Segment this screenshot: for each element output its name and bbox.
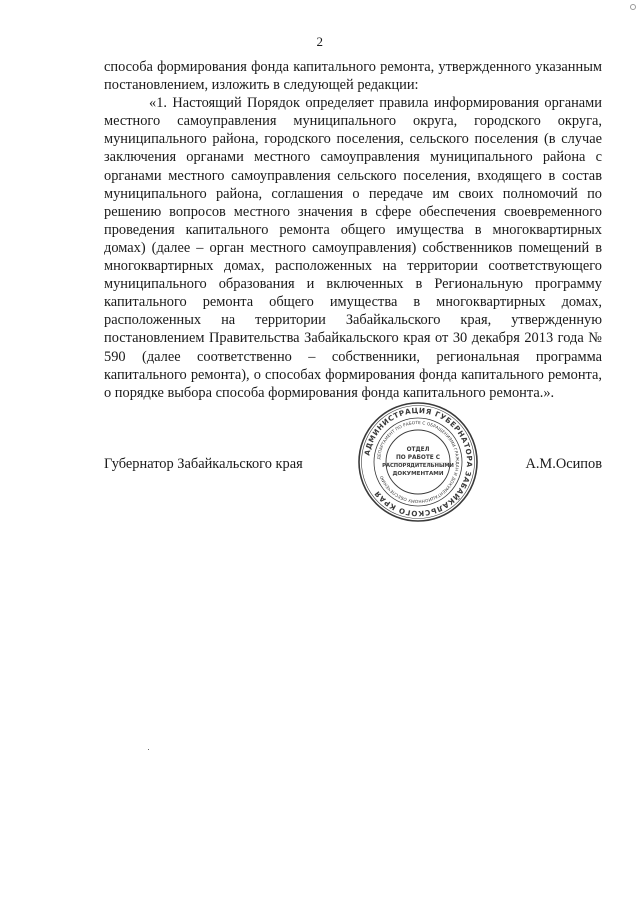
signature-block [0, 456, 640, 476]
svg-text:ПО РАБОТЕ С: ПО РАБОТЕ С [395, 455, 441, 461]
scan-corner-mark [630, 4, 636, 10]
svg-text:РАСПОРЯДИТЕЛЬНЫМИ: РАСПОРЯДИТЕЛЬНЫМИ [382, 463, 454, 469]
document-body [104, 58, 602, 402]
paragraph-continuation: способа формирования фонда капитального ремонта, утвержденного указанным постановлением, изложить в следующей редакции: [104, 59, 602, 94]
paragraph-amendment: «1. Настоящий Порядок определяет правила информирования органами местного самоуправления муниципального округа, городского округа, муниципального района, городского поселения, сельского поселения (в случае заключения органами местного самоуправления муниципального района с органами местного самоуправления сельского поселения, входящего в состав муниципального района, соглашения о передаче им своих полномочий по решению вопросов местного значения в сфере обеспечения своевременного проведения капитального ремонта общего имущества в многоквартирных домах) (далее – орган местного самоуправления) собственников помещений в многоквартирных домах, расположенных на территории соответствующего муниципального образования и включенных в Региональную программу капитального ремонта общего имущества в многоквартирных домах, расположенных на территории Забайкальского края, утвержденную постановлением Правительства Забайкальского края от 30 декабря 2013 года № 590 (далее соответственно – собственники, региональная программа капитального ремонта), о способах формирования фонда капитального ремонта, о порядке выбора способа формирования фонда капитального ремонта.». [104, 95, 602, 401]
signatory-position: Губернатор Забайкальского края [104, 456, 303, 472]
scan-speck [148, 749, 149, 750]
svg-text:АДМИНИСТРАЦИЯ ГУБЕРНАТОРА ЗАБА: АДМИНИСТРАЦИЯ ГУБЕРНАТОРА ЗАБАЙКАЛЬСКОГО КРАЯ [362, 405, 475, 519]
signatory-name: А.М.Осипов [525, 456, 602, 472]
page-number: 2 [316, 34, 324, 49]
svg-text:ДЕПАРТАМЕНТ ПО РАБОТЕ С ОБРАЩЕ: ДЕПАРТАМЕНТ ПО РАБОТЕ С ОБРАЩЕНИЯМИ ГРАЖДАН И ДОКУМЕНТАЦИОННОМУ ОБЕСПЕЧЕНИЮ [376, 419, 461, 505]
svg-text:ДОКУМЕНТАМИ: ДОКУМЕНТАМИ [392, 471, 444, 477]
svg-text:ОТДЕЛ: ОТДЕЛ [406, 447, 430, 453]
stamp-seal-graphic [357, 401, 479, 523]
official-stamp [357, 401, 479, 523]
